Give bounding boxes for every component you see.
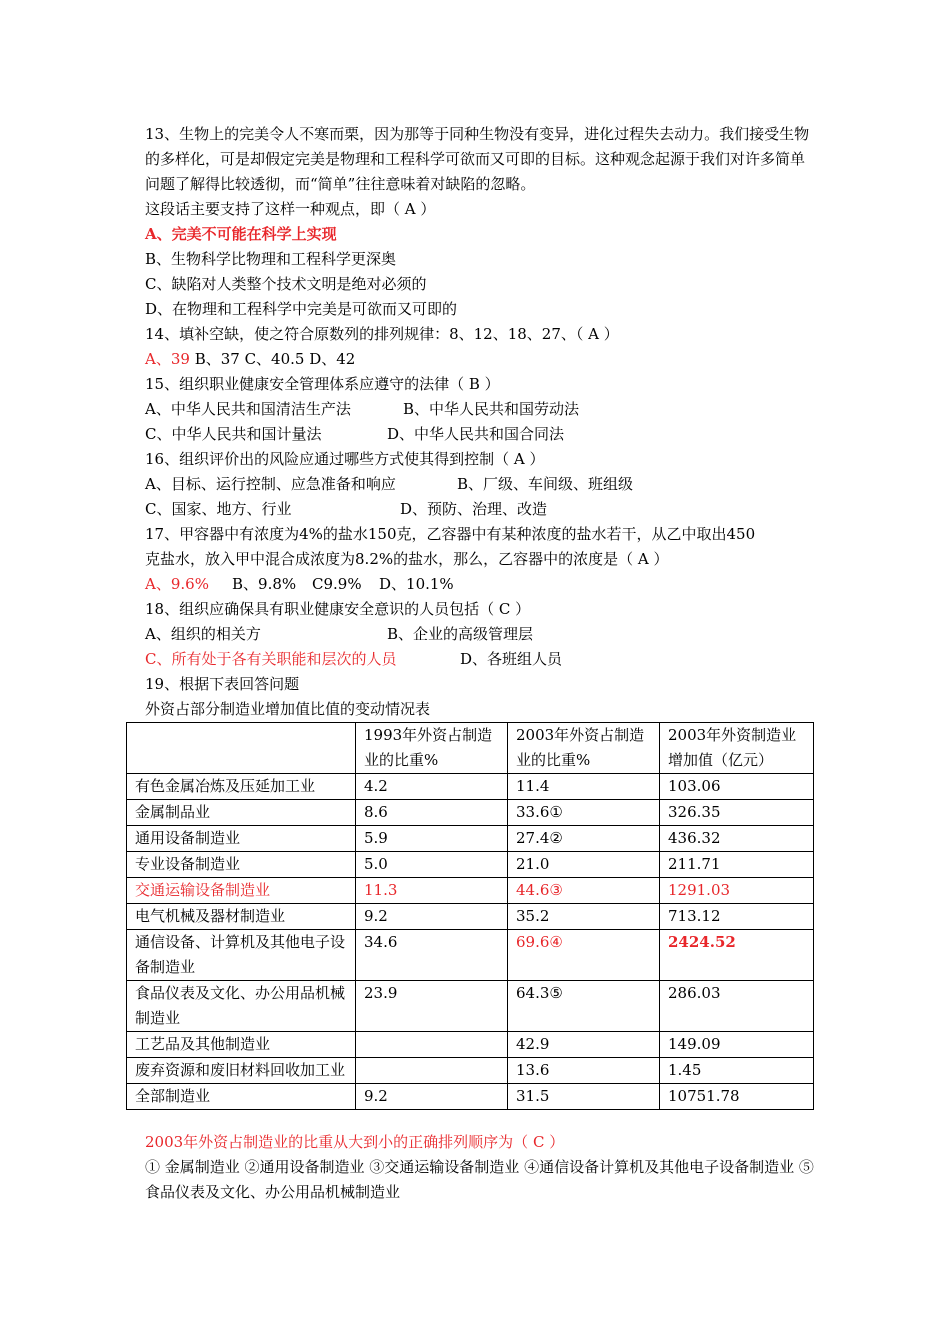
q15-text: 15、组织职业健康安全管理体系应遵守的法律（ B ） xyxy=(145,375,500,393)
q15-option-a: A、中华人民共和国清洁生产法 xyxy=(145,400,351,418)
table-cell: 42.9 xyxy=(508,1032,660,1058)
table-cell: 废弃资源和废旧材料回收加工业 xyxy=(127,1058,356,1084)
table-row xyxy=(127,1058,814,1084)
q16-option-a: A、目标、运行控制、应急准备和响应 xyxy=(145,475,396,493)
q18-option-b: B、企业的高级管理层 xyxy=(387,625,534,643)
table-title: 外资占部分制造业增加值比值的变动情况表 xyxy=(145,700,431,718)
table-cell: 286.03 xyxy=(660,981,814,1032)
table-cell: 9.2 xyxy=(356,1084,508,1110)
table-cell: 11.3 xyxy=(356,878,508,904)
q18-text: 18、组织应确保具有职业健康安全意识的人员包括（ C ） xyxy=(145,600,531,618)
table-cell: 9.2 xyxy=(356,904,508,930)
table-row-highlighted xyxy=(127,878,814,904)
table-cell: 1291.03 xyxy=(660,878,814,904)
table-cell: 27.4② xyxy=(508,826,660,852)
q18-option-c: C、所有处于各有关职能和层次的人员 xyxy=(145,650,397,668)
table-cell: 1.45 xyxy=(660,1058,814,1084)
q14-other-options: B、37 C、40.5 D、42 xyxy=(194,350,356,368)
table-cell: 5.9 xyxy=(356,826,508,852)
table-cell: 31.5 xyxy=(508,1084,660,1110)
q16-row1 xyxy=(145,472,815,497)
q17-text-1: 17、甲容器中有浓度为4%的盐水150克，乙容器中有某种浓度的盐水若干，从乙中取出450 xyxy=(145,525,756,543)
q19-question: 2003年外资占制造业的比重从大到小的正确排列顺序为（ C ） xyxy=(145,1133,565,1151)
q15-option-b: B、中华人民共和国劳动法 xyxy=(403,400,580,418)
q19-items: ① 金属制造业 ②通用设备制造业 ③交通运输设备制造业 ④通信设备计算机及其他电子设备制造业 ⑤食品仪表及文化、办公用品机械制造业 xyxy=(145,1158,814,1201)
table-header-row xyxy=(127,723,814,774)
table-cell: 64.3⑤ xyxy=(508,981,660,1032)
q16-option-b: B、厂级、车间级、班组级 xyxy=(457,475,634,493)
q13-option-b: B、生物科学比物理和工程科学更深奥 xyxy=(145,250,397,268)
q17-option-d: D、10.1% xyxy=(379,575,454,593)
table-row xyxy=(127,852,814,878)
q16-option-c: C、国家、地方、行业 xyxy=(145,500,292,518)
table-cell: 33.6① xyxy=(508,800,660,826)
q18-option-a: A、组织的相关方 xyxy=(145,625,261,643)
table-cell: 金属制品业 xyxy=(127,800,356,826)
table-cell: 713.12 xyxy=(660,904,814,930)
q15-option-c: C、中华人民共和国计量法 xyxy=(145,425,322,443)
table-cell: 21.0 xyxy=(508,852,660,878)
table-cell: 4.2 xyxy=(356,774,508,800)
q16-text: 16、组织评价出的风险应通过哪些方式使其得到控制（ A ） xyxy=(145,450,545,468)
table-cell: 436.32 xyxy=(660,826,814,852)
table-cell: 326.35 xyxy=(660,800,814,826)
header-cell: 2003年外资占制造业的比重% xyxy=(508,723,660,774)
q18-row2 xyxy=(145,647,815,672)
table-cell: 8.6 xyxy=(356,800,508,826)
table-cell: 有色金属冶炼及压延加工业 xyxy=(127,774,356,800)
q18-option-d: D、各班组人员 xyxy=(460,650,563,668)
table-row xyxy=(127,774,814,800)
table-cell: 211.71 xyxy=(660,852,814,878)
q14-answer: A、39 xyxy=(145,350,190,368)
q17-answer: A、9.6% xyxy=(145,575,209,593)
q13-option-d: D、在物理和工程科学中完美是可欲而又可即的 xyxy=(145,300,458,318)
table-cell: 69.6④ xyxy=(508,930,660,981)
q17-option-b: B、9.8% xyxy=(232,575,297,593)
table-row xyxy=(127,930,814,981)
table-cell: 149.09 xyxy=(660,1032,814,1058)
q16-option-d: D、预防、治理、改造 xyxy=(400,500,548,518)
table-row xyxy=(127,800,814,826)
q17-options xyxy=(145,572,815,597)
table-cell xyxy=(356,1058,508,1084)
q16-row2 xyxy=(145,497,815,522)
table-row xyxy=(127,1084,814,1110)
table-cell: 103.06 xyxy=(660,774,814,800)
table-cell xyxy=(356,1032,508,1058)
q18-row1 xyxy=(145,622,815,647)
q15-row2 xyxy=(145,422,815,447)
table-cell: 电气机械及器材制造业 xyxy=(127,904,356,930)
q14-text: 14、填补空缺，使之符合原数列的排列规律：8、12、18、27、（ A ） xyxy=(145,325,619,343)
table-cell: 食品仪表及文化、办公用品机械制造业 xyxy=(127,981,356,1032)
header-cell: 1993年外资占制造业的比重% xyxy=(356,723,508,774)
table-cell: 工艺品及其他制造业 xyxy=(127,1032,356,1058)
table-row xyxy=(127,904,814,930)
table-cell: 全部制造业 xyxy=(127,1084,356,1110)
q17-text-2: 克盐水，放入甲中混合成浓度为8.2%的盐水，那么，乙容器中的浓度是（ A ） xyxy=(145,550,669,568)
table-cell: 34.6 xyxy=(356,930,508,981)
table-row xyxy=(127,1032,814,1058)
q13-option-a: A、完美不可能在科学上实现 xyxy=(145,225,337,243)
header-cell: 2003年外资制造业增加值（亿元） xyxy=(660,723,814,774)
header-cell xyxy=(127,723,356,774)
q13-prompt: 这段话主要支持了这样一种观点，即（ A ） xyxy=(145,200,436,218)
table-cell: 通用设备制造业 xyxy=(127,826,356,852)
table-row xyxy=(127,981,814,1032)
table-cell: 专业设备制造业 xyxy=(127,852,356,878)
q14-options xyxy=(145,347,815,372)
q15-option-d: D、中华人民共和国合同法 xyxy=(387,425,565,443)
q19-text: 19、根据下表回答问题 xyxy=(145,675,300,693)
q17-option-c: C9.9% xyxy=(312,575,362,593)
table-cell: 5.0 xyxy=(356,852,508,878)
table-cell: 13.6 xyxy=(508,1058,660,1084)
table-cell: 23.9 xyxy=(356,981,508,1032)
table-cell: 44.6③ xyxy=(508,878,660,904)
table-cell: 35.2 xyxy=(508,904,660,930)
q13-text: 13、生物上的完美令人不寒而栗，因为那等于同种生物没有变异，进化过程失去动力。我们接受生物的多样化，可是却假定完美是物理和工程科学可欲而又可即的目标。这种观念起源于我们对许多简单问题了解得比较透彻，而“简单”往往意味着对缺陷的忽略。 xyxy=(145,125,810,193)
table-cell: 2424.52 xyxy=(660,930,814,981)
table-cell: 通信设备、计算机及其他电子设备制造业 xyxy=(127,930,356,981)
table-cell: 交通运输设备制造业 xyxy=(127,878,356,904)
table-cell: 10751.78 xyxy=(660,1084,814,1110)
table-cell: 11.4 xyxy=(508,774,660,800)
q19-followup xyxy=(145,1130,815,1205)
q15-row1 xyxy=(145,397,815,422)
data-table xyxy=(126,722,814,1110)
document-body xyxy=(145,122,815,722)
table-row xyxy=(127,826,814,852)
q13-option-c: C、缺陷对人类整个技术文明是绝对必须的 xyxy=(145,275,427,293)
